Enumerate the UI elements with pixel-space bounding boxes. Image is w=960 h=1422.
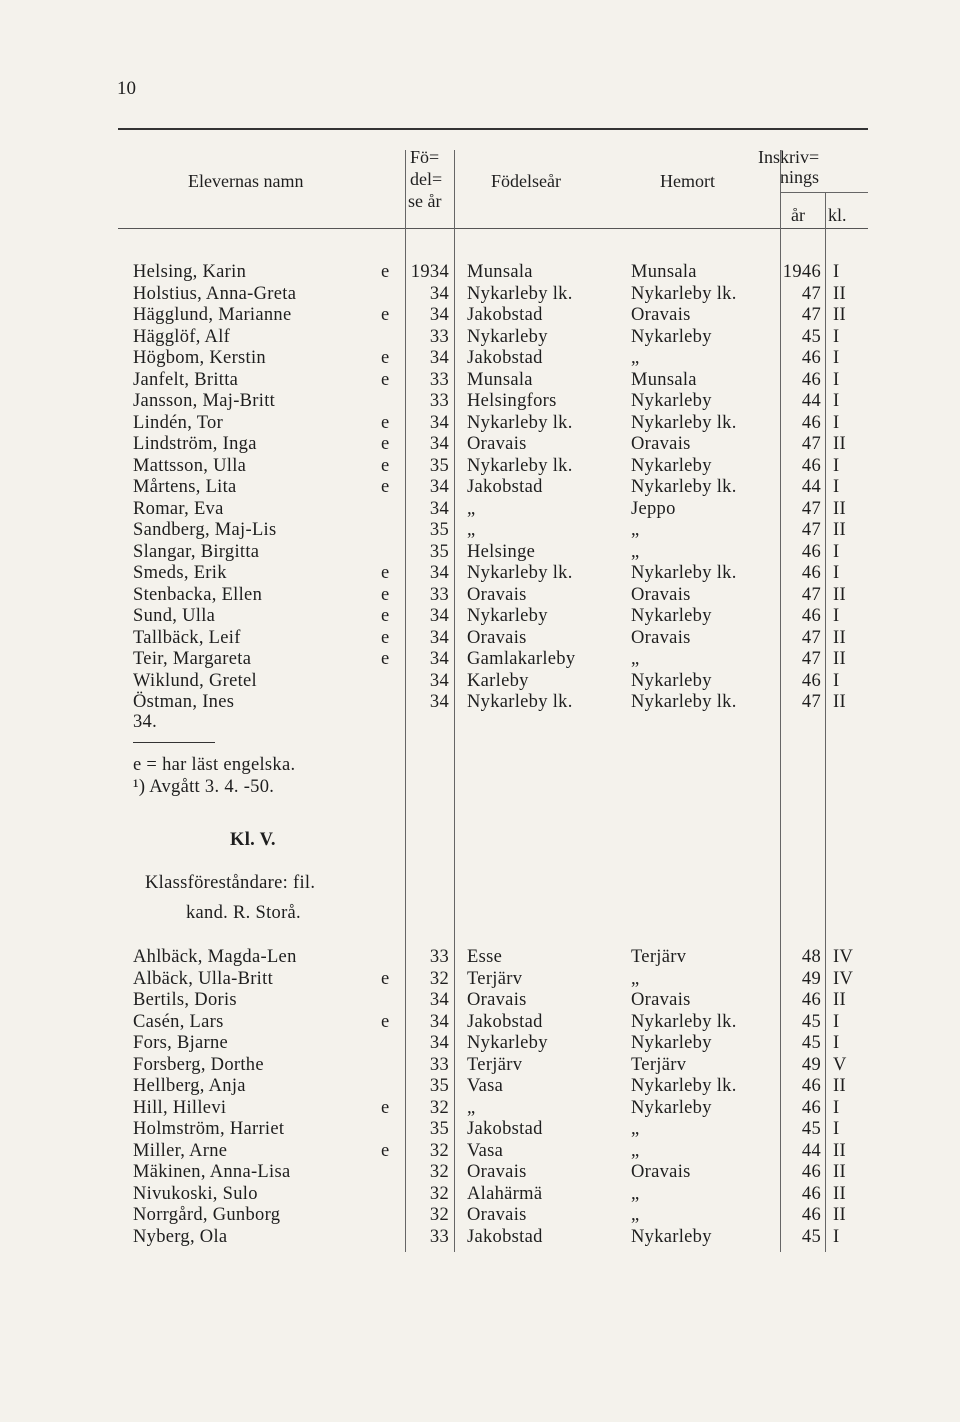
- enrollment-class: II: [833, 498, 846, 519]
- english-mark: e: [381, 348, 390, 368]
- enrollment-class: II: [833, 584, 846, 605]
- page-number: 10: [117, 78, 136, 99]
- home-town: „: [631, 1183, 640, 1204]
- english-mark: e: [381, 584, 390, 605]
- birth-place: Oravais: [467, 990, 527, 1010]
- enrollment-year: 46: [801, 1097, 821, 1118]
- count-note: 34.: [133, 712, 158, 732]
- student-name: Mattsson, Ulla: [133, 455, 247, 476]
- enrollment-year: 46: [801, 1183, 821, 1204]
- student-name: Stenbacka, Ellen: [133, 584, 263, 605]
- student-name: Miller, Arne: [133, 1140, 228, 1161]
- enrollment-year: 46: [801, 1076, 821, 1096]
- enrollment-class: I: [833, 412, 840, 433]
- student-name: Mårtens, Lita: [133, 477, 237, 497]
- enrollment-year: 45: [801, 326, 821, 347]
- birth-year: 34: [429, 477, 449, 497]
- student-name: Hägglöf, Alf: [133, 326, 231, 347]
- student-name: Holmström, Harriet: [133, 1119, 285, 1139]
- birth-year: 32: [429, 1162, 449, 1182]
- birth-place: Oravais: [467, 627, 527, 648]
- birth-year: 34: [429, 649, 449, 669]
- english-mark: e: [381, 1140, 390, 1161]
- student-name: Slangar, Birgitta: [133, 541, 260, 562]
- student-name: Ahlbäck, Magda-Len: [133, 947, 297, 967]
- birth-year: 32: [429, 1097, 449, 1118]
- home-town: Oravais: [631, 434, 691, 454]
- home-town: Nykarleby lk.: [631, 283, 737, 304]
- student-name: Mäkinen, Anna-Lisa: [133, 1162, 291, 1182]
- enrollment-class: I: [833, 1011, 840, 1032]
- home-town: „: [631, 649, 640, 669]
- birth-place: Terjärv: [467, 1054, 523, 1075]
- enrollment-year: 46: [801, 563, 821, 583]
- birth-year: 32: [429, 1183, 449, 1204]
- birth-place: Esse: [467, 947, 503, 967]
- birth-year: 34: [429, 412, 449, 433]
- home-town: Nykarleby: [631, 326, 712, 347]
- home-town: Oravais: [631, 1162, 691, 1182]
- class-heading: Kl. V.: [230, 830, 276, 850]
- birth-year: 33: [429, 1226, 449, 1247]
- student-name: Albäck, Ulla-Britt: [133, 968, 274, 989]
- sum-rule: [133, 742, 215, 743]
- birth-year: 34: [429, 305, 449, 325]
- birth-year: 32: [429, 1140, 449, 1161]
- enrollment-class: I: [833, 606, 840, 626]
- enrollment-class: II: [833, 990, 846, 1010]
- birth-place: Nykarleby lk.: [467, 563, 573, 583]
- enrollment-class: II: [833, 1076, 846, 1096]
- birth-year: 33: [429, 584, 449, 605]
- birth-year: 34: [429, 1033, 449, 1053]
- enrollment-class: V: [833, 1054, 847, 1075]
- student-name: Janfelt, Britta: [133, 369, 239, 390]
- header-rule: [118, 228, 868, 229]
- enrollment-year: 46: [801, 412, 821, 433]
- birth-year: 34: [429, 434, 449, 454]
- enrollment-class: I: [833, 1097, 840, 1118]
- birth-year: 34: [429, 606, 449, 626]
- enrollment-year: 47: [801, 520, 821, 540]
- enrollment-class: II: [833, 434, 846, 454]
- home-town: „: [631, 541, 640, 562]
- enrollment-year: 46: [801, 369, 821, 390]
- student-name: Hill, Hillevi: [133, 1097, 227, 1118]
- birth-year: 35: [429, 1076, 449, 1096]
- header-fodelseort: Födelseår: [491, 171, 561, 191]
- birth-place: Oravais: [467, 1162, 527, 1182]
- enrollment-class: I: [833, 391, 840, 411]
- birth-place: Munsala: [467, 262, 533, 282]
- birth-year: 33: [429, 1054, 449, 1075]
- birth-year: 33: [429, 369, 449, 390]
- birth-place: Jakobstad: [467, 1011, 543, 1032]
- student-name: Hellberg, Anja: [133, 1076, 246, 1096]
- home-town: Nykarleby lk.: [631, 412, 737, 433]
- home-town: Nykarleby lk.: [631, 692, 737, 712]
- enrollment-class: II: [833, 1162, 846, 1182]
- birth-place: „: [467, 1097, 476, 1118]
- footnote: ¹) Avgått 3. 4. -50.: [133, 777, 275, 797]
- english-mark: e: [381, 627, 390, 648]
- home-town: Nykarleby: [631, 1226, 712, 1247]
- enrollment-class: I: [833, 1119, 840, 1139]
- header-fodelsear-line3: se år: [408, 191, 442, 211]
- birth-year: 32: [429, 968, 449, 989]
- birth-place: „: [467, 520, 476, 540]
- birth-year: 34: [429, 283, 449, 304]
- english-mark: e: [381, 477, 390, 497]
- enrollment-class: I: [833, 1033, 840, 1053]
- home-town: „: [631, 968, 640, 989]
- enrollment-year: 46: [801, 606, 821, 626]
- student-name: Jansson, Maj-Britt: [133, 391, 276, 411]
- enrollment-class: I: [833, 670, 840, 691]
- enrollment-year: 45: [801, 1011, 821, 1032]
- enrollment-year: 45: [801, 1033, 821, 1053]
- student-name: Teir, Margareta: [133, 649, 252, 669]
- birth-place: Nykarleby: [467, 1033, 548, 1053]
- home-town: „: [631, 348, 640, 368]
- student-name: Nivukoski, Sulo: [133, 1183, 258, 1204]
- birth-place: Nykarleby: [467, 606, 548, 626]
- birth-place: Terjärv: [467, 968, 523, 989]
- column-divider-kl: [825, 192, 826, 1252]
- birth-place: Munsala: [467, 369, 533, 390]
- birth-year: 34: [429, 1011, 449, 1032]
- student-name: Östman, Ines: [133, 692, 235, 712]
- birth-place: Oravais: [467, 584, 527, 605]
- birth-year: 34: [429, 348, 449, 368]
- student-name: Romar, Eva: [133, 498, 224, 519]
- enrollment-class: II: [833, 283, 846, 304]
- birth-place: Nykarleby lk.: [467, 455, 573, 476]
- enrollment-year: 47: [801, 498, 821, 519]
- enrollment-class: I: [833, 326, 840, 347]
- enrollment-year: 48: [801, 947, 821, 967]
- birth-year: 33: [429, 326, 449, 347]
- home-town: „: [631, 1119, 640, 1139]
- enrollment-class: I: [833, 262, 840, 282]
- enrollment-year: 46: [801, 455, 821, 476]
- english-mark: e: [381, 455, 390, 476]
- student-name: Hägglund, Marianne: [133, 305, 292, 325]
- enrollment-class: I: [833, 348, 840, 368]
- birth-place: Jakobstad: [467, 1119, 543, 1139]
- enrollment-year: 49: [801, 1054, 821, 1075]
- student-name: Helsing, Karin: [133, 262, 247, 282]
- enrollment-class: IV: [833, 947, 854, 967]
- enrollment-class: II: [833, 1205, 846, 1225]
- enrollment-year: 44: [801, 391, 821, 411]
- home-town: „: [631, 1140, 640, 1161]
- enrollment-year: 47: [801, 305, 821, 325]
- english-mark: e: [381, 1097, 390, 1118]
- home-town: Nykarleby lk.: [631, 1011, 737, 1032]
- enrollment-year: 45: [801, 1226, 821, 1247]
- birth-year: 32: [429, 1205, 449, 1225]
- home-town: Oravais: [631, 990, 691, 1010]
- header-inskriv-line2: nings: [780, 167, 820, 187]
- enrollment-class: I: [833, 455, 840, 476]
- home-town: Nykarleby lk.: [631, 563, 737, 583]
- birth-place: Nykarleby: [467, 326, 548, 347]
- birth-year: 34: [429, 563, 449, 583]
- english-mark: e: [381, 369, 390, 390]
- birth-place: Oravais: [467, 1205, 527, 1225]
- enrollment-class: II: [833, 305, 846, 325]
- english-mark: e: [381, 412, 390, 433]
- student-name: Wiklund, Gretel: [133, 670, 257, 691]
- student-name: Forsberg, Dorthe: [133, 1054, 264, 1075]
- student-name: Smeds, Erik: [133, 563, 227, 583]
- english-mark: e: [381, 606, 390, 626]
- header-inskriv-line1: Inskriv=: [758, 147, 820, 167]
- header-hemort: Hemort: [660, 171, 715, 191]
- student-name: Sandberg, Maj-Lis: [133, 520, 277, 540]
- english-mark: e: [381, 305, 390, 325]
- enrollment-year: 47: [801, 649, 821, 669]
- birth-year: 34: [429, 498, 449, 519]
- enrollment-year: 45: [801, 1119, 821, 1139]
- home-town: Oravais: [631, 584, 691, 605]
- birth-year: 35: [429, 455, 449, 476]
- home-town: Munsala: [631, 369, 697, 390]
- birth-place: Nykarleby lk.: [467, 283, 573, 304]
- enrollment-class: I: [833, 369, 840, 390]
- home-town: Terjärv: [631, 1054, 687, 1075]
- birth-place: Helsinge: [467, 541, 536, 562]
- enrollment-year: 44: [801, 477, 821, 497]
- header-subrule: [780, 192, 868, 193]
- header-ar: år: [791, 205, 805, 225]
- birth-year: 35: [429, 520, 449, 540]
- enrollment-class: I: [833, 477, 840, 497]
- enrollment-year: 47: [801, 627, 821, 648]
- enrollment-class: I: [833, 563, 840, 583]
- student-name: Sund, Ulla: [133, 606, 216, 626]
- header-kl: kl.: [828, 205, 847, 225]
- student-name: Lindström, Inga: [133, 434, 257, 454]
- home-town: Nykarleby: [631, 455, 712, 476]
- enrollment-class: II: [833, 627, 846, 648]
- birth-year: 34: [429, 692, 449, 712]
- birth-place: Jakobstad: [467, 348, 543, 368]
- birth-year: 34: [429, 670, 449, 691]
- column-divider-year: [454, 150, 455, 1252]
- birth-year: 33: [429, 391, 449, 411]
- enrollment-year: 47: [801, 283, 821, 304]
- birth-place: Nykarleby lk.: [467, 692, 573, 712]
- english-mark: e: [381, 563, 390, 583]
- birth-place: Jakobstad: [467, 305, 543, 325]
- enrollment-class: II: [833, 649, 846, 669]
- home-town: Nykarleby: [631, 670, 712, 691]
- birth-year: 35: [429, 541, 449, 562]
- enrollment-class: I: [833, 1226, 840, 1247]
- student-name: Bertils, Doris: [133, 990, 237, 1010]
- teacher-line1: Klassföreståndare: fil.: [145, 873, 316, 893]
- home-town: Nykarleby: [631, 1033, 712, 1053]
- enrollment-year: 47: [801, 692, 821, 712]
- english-mark: e: [381, 262, 390, 282]
- home-town: „: [631, 520, 640, 540]
- birth-place: Karleby: [467, 670, 529, 691]
- birth-year: 34: [429, 627, 449, 648]
- english-mark: e: [381, 968, 390, 989]
- home-town: Oravais: [631, 627, 691, 648]
- student-name: Casén, Lars: [133, 1011, 224, 1032]
- birth-year: 34: [429, 990, 449, 1010]
- header-name: Elevernas namn: [188, 171, 304, 191]
- enrollment-year: 46: [801, 1205, 821, 1225]
- home-town: „: [631, 1205, 640, 1225]
- home-town: Nykarleby: [631, 391, 712, 411]
- enrollment-class: II: [833, 520, 846, 540]
- enrollment-year: 46: [801, 1162, 821, 1182]
- enrollment-year: 46: [801, 670, 821, 691]
- enrollment-year: 47: [801, 434, 821, 454]
- enrollment-year: 49: [801, 968, 821, 989]
- english-mark: e: [381, 434, 390, 454]
- enrollment-class: I: [833, 541, 840, 562]
- top-rule: [118, 128, 868, 130]
- enrollment-class: II: [833, 1140, 846, 1161]
- student-name: Nyberg, Ola: [133, 1226, 228, 1247]
- student-name: Fors, Bjarne: [133, 1033, 229, 1053]
- student-name: Högbom, Kerstin: [133, 348, 266, 368]
- enrollment-class: II: [833, 1183, 846, 1204]
- legend-note: e = har läst engelska.: [133, 755, 296, 775]
- birth-year: 35: [429, 1119, 449, 1139]
- home-town: Jeppo: [631, 498, 676, 519]
- teacher-line2: kand. R. Storå.: [186, 903, 301, 923]
- birth-place: Vasa: [467, 1140, 504, 1161]
- student-name: Lindén, Tor: [133, 412, 224, 433]
- enrollment-year: 1946: [782, 262, 821, 282]
- enrollment-year: 46: [801, 541, 821, 562]
- enrollment-class: II: [833, 692, 846, 712]
- birth-place: Oravais: [467, 434, 527, 454]
- student-name: Holstius, Anna-Greta: [133, 283, 297, 304]
- birth-place: Helsingfors: [467, 391, 557, 411]
- header-fodelsear-line1: Fö=: [410, 147, 440, 167]
- student-name: Norrgård, Gunborg: [133, 1205, 281, 1225]
- english-mark: e: [381, 649, 390, 669]
- student-name: Tallbäck, Leif: [133, 627, 241, 648]
- birth-place: „: [467, 498, 476, 519]
- birth-year: 33: [429, 947, 449, 967]
- home-town: Terjärv: [631, 947, 687, 967]
- birth-year: 1934: [410, 262, 449, 282]
- birth-place: Alahärmä: [467, 1183, 543, 1204]
- home-town: Oravais: [631, 305, 691, 325]
- home-town: Nykarleby: [631, 606, 712, 626]
- header-fodelsear-line2: del=: [410, 169, 443, 189]
- home-town: Nykarleby lk.: [631, 1076, 737, 1096]
- enrollment-class: IV: [833, 968, 854, 989]
- birth-place: Gamlakarleby: [467, 649, 576, 669]
- enrollment-year: 44: [801, 1140, 821, 1161]
- english-mark: e: [381, 1011, 390, 1032]
- home-town: Nykarleby: [631, 1097, 712, 1118]
- enrollment-year: 46: [801, 348, 821, 368]
- birth-place: Jakobstad: [467, 477, 543, 497]
- birth-place: Nykarleby lk.: [467, 412, 573, 433]
- enrollment-year: 46: [801, 990, 821, 1010]
- birth-place: Jakobstad: [467, 1226, 543, 1247]
- home-town: Nykarleby lk.: [631, 477, 737, 497]
- birth-place: Vasa: [467, 1076, 504, 1096]
- home-town: Munsala: [631, 262, 697, 282]
- enrollment-year: 47: [801, 584, 821, 605]
